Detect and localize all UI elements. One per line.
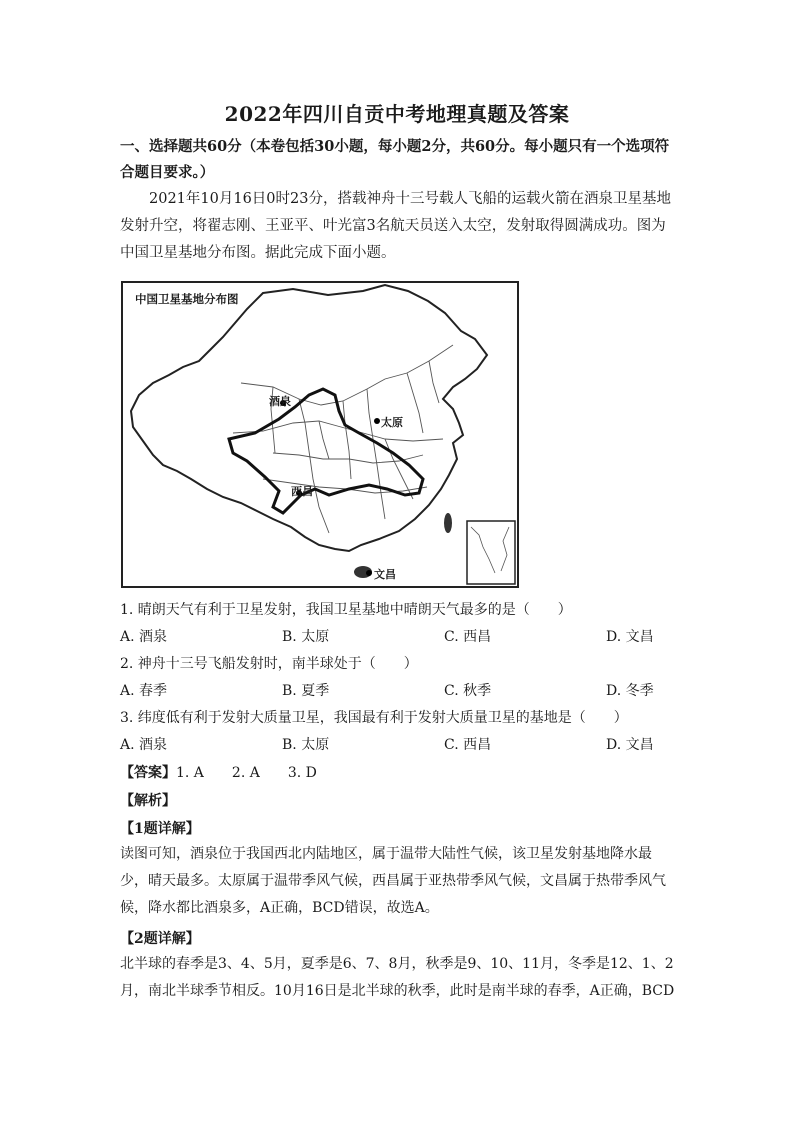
analysis-label: 【解析】 [120, 793, 176, 809]
question-1-stem: 1. 晴朗天气有利于卫星发射，我国卫星基地中晴朗天气最多的是（ ） [120, 602, 572, 618]
answer-label: 【答案】 [120, 765, 176, 781]
map-drawing [123, 283, 517, 586]
answer-line [120, 762, 317, 782]
option: A. 酒泉 [120, 737, 168, 753]
intro-paragraph: 2021年10月16日0时23分，搭载神舟十三号载人飞船的运载火箭在酒泉卫星基地发射升空，将翟志刚、王亚平、叶光富3名航天员送入太空，发射取得圆满成功。图为中国卫星基地分布图。据此完成下面小题。 [120, 191, 671, 261]
china-satellite-base-map [121, 281, 519, 588]
province-borders [233, 345, 453, 533]
option: C. 秋季 [444, 683, 492, 699]
question-2-stem: 2. 神舟十三号飞船发射时，南半球处于（ ） [120, 656, 418, 672]
city-label-jiuquan: 酒泉 [269, 395, 291, 408]
city-label-wenchang: 文昌 [374, 568, 396, 581]
city-label-xichang: 西昌 [291, 485, 313, 498]
china-outline [131, 285, 487, 551]
highlighted-boundary [229, 389, 423, 513]
option: B. 太原 [282, 737, 330, 753]
option: B. 夏季 [282, 683, 330, 699]
option: A. 春季 [120, 683, 168, 699]
document-title: 2022年四川自贡中考地理真题及答案 [224, 102, 570, 126]
q1-analysis-label: 【1题详解】 [120, 821, 200, 837]
section-heading: 一、选择题共60分（本卷包括30小题，每小题2分，共60分。每小题只有一个选项符合题目要求。） [120, 138, 670, 181]
option: C. 西昌 [444, 737, 492, 753]
q2-analysis-text: 北半球的春季是3、4、5月，夏季是6、7、8月，秋季是9、10、11月，冬季是12、1、2月，南北半球季节相反。10月16日是北半球的秋季，此时是南半球的春季，A正确，BCD [120, 956, 675, 999]
q2-analysis-label: 【2题详解】 [120, 931, 200, 947]
option: C. 西昌 [444, 629, 492, 645]
city-label-taiyuan: 太原 [381, 416, 403, 429]
answer-text: 1. A 2. A 3. D [176, 765, 317, 781]
question-3-stem: 3. 纬度低有利于发射大质量卫星，我国最有利于发射大质量卫星的基地是（ ） [120, 710, 628, 726]
option: A. 酒泉 [120, 629, 168, 645]
inset-lines [471, 527, 509, 573]
map-title: 中国卫星基地分布图 [135, 292, 239, 306]
taiwan-island [444, 513, 452, 533]
wenchang-dot [366, 570, 372, 576]
option: B. 太原 [282, 629, 330, 645]
taiyuan-dot [374, 418, 380, 424]
q1-analysis-text: 读图可知，酒泉位于我国西北内陆地区，属于温带大陆性气候，该卫星发射基地降水最少，晴天最多。太原属于温带季风气候，西昌属于亚热带季风气候，文昌属于热带季风气候，降水都比酒泉多，A正确，BCD错误，故选A。 [120, 846, 666, 916]
option: D. 文昌 [606, 629, 654, 645]
option: D. 文昌 [606, 737, 654, 753]
option: D. 冬季 [606, 683, 654, 699]
